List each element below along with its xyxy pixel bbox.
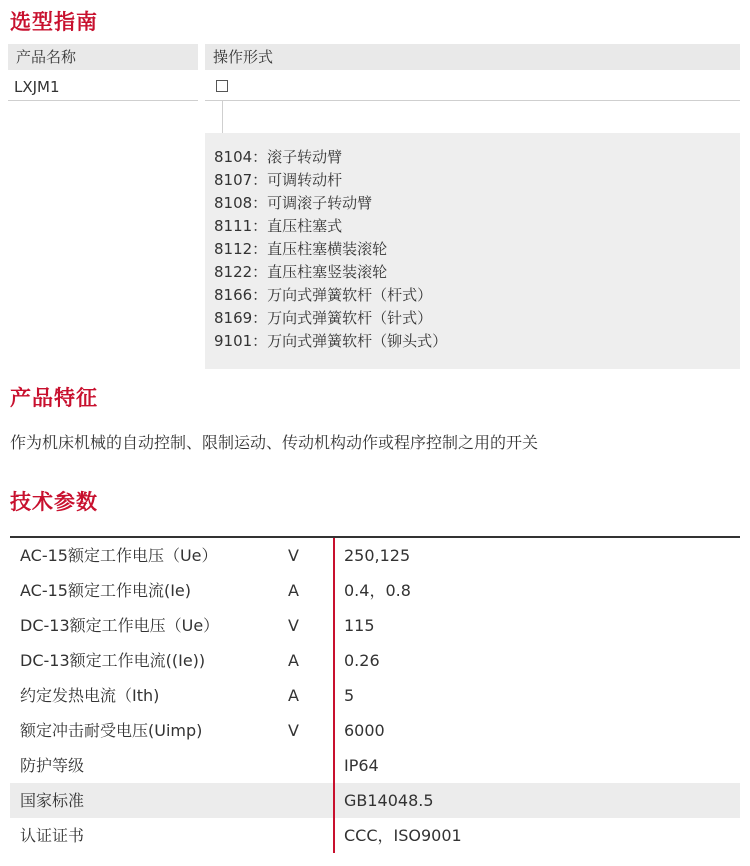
param-name: DC-13额定工作电流((Ie)) [20, 651, 206, 670]
param-unit: A [288, 686, 299, 705]
table-row [10, 783, 740, 818]
list-item: 8108：可调滚子转动臂 [214, 194, 373, 212]
param-name: DC-13额定工作电压（Ue） [20, 616, 220, 635]
operation-type-checkbox[interactable] [216, 80, 228, 92]
list-item: 8107：可调转动杆 [214, 171, 343, 189]
list-item: 8104：滚子转动臂 [214, 148, 343, 166]
table-row [10, 713, 740, 748]
param-unit: A [288, 651, 299, 670]
table-row [10, 678, 740, 713]
list-item: 9101：万向式弹簧软杆（铆头式） [214, 332, 448, 350]
param-value: 0.4，0.8 [344, 581, 411, 600]
divider [8, 100, 198, 101]
tech-params-title: 技术参数 [10, 490, 98, 514]
table-row [10, 538, 740, 573]
table-row [10, 643, 740, 678]
table-row [10, 573, 740, 608]
table-row [10, 818, 740, 853]
table-row [10, 748, 740, 783]
list-item: 8169：万向式弹簧软杆（针式） [214, 309, 433, 327]
param-value: GB14048.5 [344, 791, 434, 810]
connector-line [222, 101, 223, 133]
param-name: AC-15额定工作电流(Ie) [20, 581, 192, 600]
divider [205, 100, 740, 101]
param-name: 额定冲击耐受电压(Uimp) [20, 721, 203, 740]
features-description: 作为机床机械的自动控制、限制运动、传动机构动作或程序控制之用的开关 [10, 433, 539, 452]
table-row [10, 608, 740, 643]
features-title: 产品特征 [10, 386, 98, 410]
param-name: 国家标准 [20, 791, 85, 810]
param-value: 0.26 [344, 651, 380, 670]
param-name: 约定发热电流（Ith) [20, 686, 160, 705]
product-name-value: LXJM1 [14, 78, 60, 96]
param-value: CCC，ISO9001 [344, 826, 462, 845]
selection-guide-title: 选型指南 [10, 10, 98, 34]
table-divider-line [333, 538, 335, 853]
param-unit: V [288, 616, 299, 635]
param-unit: A [288, 581, 299, 600]
list-item: 8122：直压柱塞竖装滚轮 [214, 263, 388, 281]
tech-params-table [10, 538, 740, 853]
param-value: 5 [344, 686, 355, 705]
param-value: 6000 [344, 721, 385, 740]
param-value: 250,125 [344, 546, 411, 565]
param-unit: V [288, 546, 299, 565]
list-item: 8111：直压柱塞式 [214, 217, 343, 235]
param-unit: V [288, 721, 299, 740]
list-item: 8166：万向式弹簧软杆（杆式） [214, 286, 433, 304]
param-value: IP64 [344, 756, 379, 775]
param-value: 115 [344, 616, 375, 635]
header-product-name: 产品名称 [8, 44, 198, 70]
operation-options-list [214, 146, 447, 353]
list-item: 8112：直压柱塞横装滚轮 [214, 240, 388, 258]
param-name: 防护等级 [20, 756, 85, 775]
param-name: 认证证书 [20, 826, 85, 845]
header-operation-type: 操作形式 [205, 44, 740, 70]
param-name: AC-15额定工作电压（Ue） [20, 546, 218, 565]
